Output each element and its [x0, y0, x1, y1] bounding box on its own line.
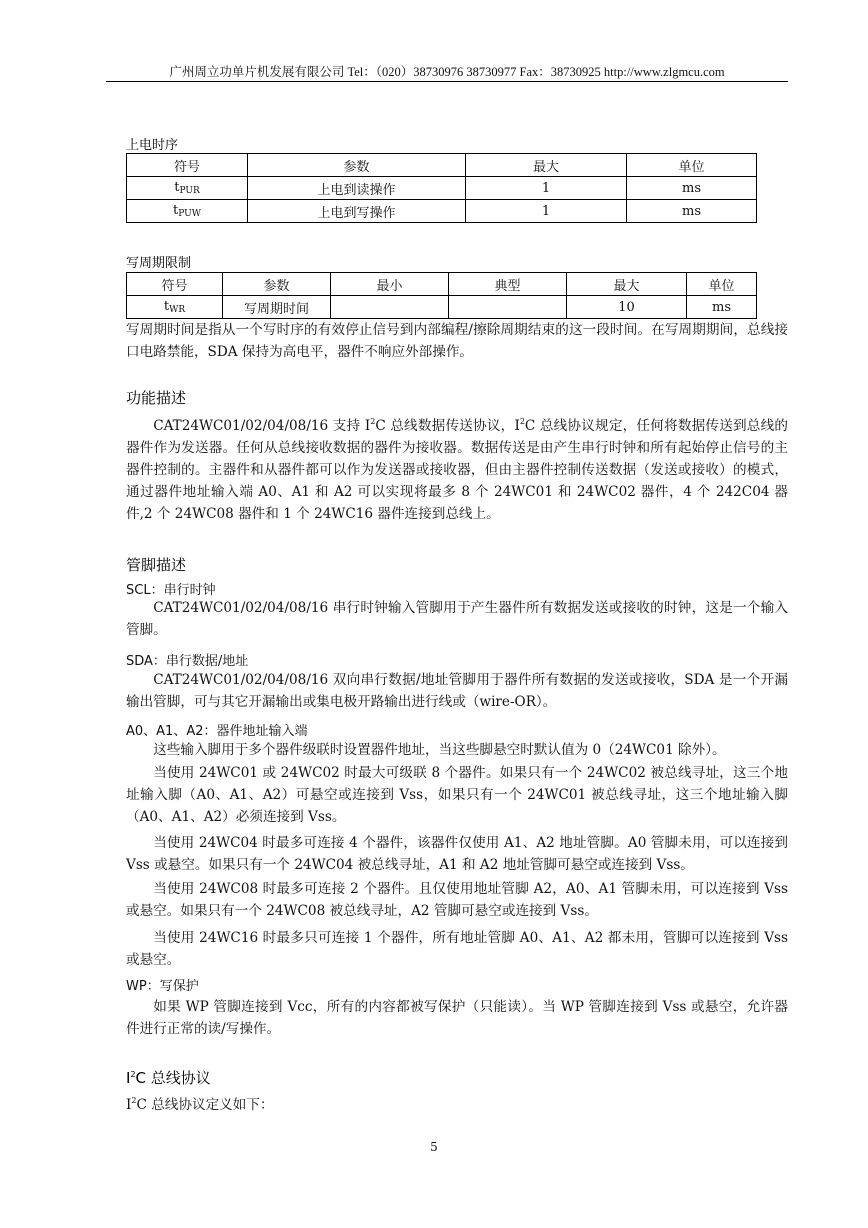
superscript: 2 [131, 1096, 137, 1105]
header-cell: 单位 [627, 154, 757, 177]
header-cell: 最小 [331, 273, 449, 296]
sda-text: CAT24WC01/02/04/08/16 双向串行数据/地址管脚用于器件所有数据的发送或接收，SDA 是一个开漏输出管脚，可与其它开漏输出或集电极开路输出进行线或（wire-OR）。 [126, 672, 788, 710]
unit-cell: ms [627, 200, 757, 223]
header-cell: 典型 [449, 273, 567, 296]
param-cell: 写周期时间 [223, 296, 331, 319]
power-up-title: 上电时序 [126, 138, 179, 153]
table-row [127, 177, 757, 200]
symbol-base: t [173, 203, 179, 218]
max-cell: 10 [567, 296, 687, 319]
i2c-title-pre: I [126, 1069, 131, 1087]
func-paragraph [126, 411, 788, 525]
i2c-text-post: C 总线协议定义如下： [136, 1097, 274, 1113]
symbol-cell [127, 200, 248, 223]
func-text-a: CAT24WC01/02/04/08/16 支持 I [153, 418, 371, 434]
superscript: 2 [519, 417, 525, 426]
write-cycle-table [126, 272, 757, 319]
superscript: 2 [370, 417, 376, 426]
page-number: 5 [430, 1140, 438, 1154]
symbol-cell [127, 296, 223, 319]
superscript: 2 [130, 1070, 136, 1079]
i2c-paragraph [126, 1090, 788, 1116]
addr-paragraph-1: 这些输入脚用于多个器件级联时设置器件地址，当这些脚悬空时默认值为 0（24WC01 除外）。 [153, 742, 726, 758]
wp-text: 如果 WP 管脚连接到 Vcc，所有的内容都被写保护（只能读）。当 WP 管脚连接到 Vss 或悬空，允许器件进行正常的读/写操作。 [126, 999, 788, 1037]
header-cell: 符号 [127, 154, 248, 177]
symbol-sub: PUR [179, 186, 200, 196]
addr-label: A0、A1、A2：器件地址输入端 [126, 724, 308, 739]
param-cell: 上电到写操作 [248, 200, 466, 223]
func-text-b: C 总线数据传送协议，I [375, 418, 520, 434]
i2c-title [126, 1067, 211, 1088]
wp-label: WP：写保护 [126, 979, 199, 994]
page-header: 广州周立功单片机发展有限公司 Tel：（020）38730976 38730977 Fax：38730925 http://www.zlgmcu.com [169, 65, 725, 79]
i2c-title-post: C 总线协议 [135, 1069, 211, 1087]
sda-label: SDA：串行数据/地址 [126, 654, 249, 669]
addr-paragraph-2: 当使用 24WC01 或 24WC02 时最大可级联 8 个器件。如果只有一个 24WC02 被总线寻址，这三个地址输入脚（A0、A1、A2）可悬空或连接到 Vss，如果只有一个 24WC01 被总线寻址，这三个地址输入脚（A0、A1、A2）必须连接到 Vss。 [126, 765, 788, 825]
write-cycle-title: 写周期限制 [126, 256, 192, 271]
i2c-text-pre: I [126, 1097, 132, 1113]
header-rule [106, 81, 788, 82]
addr-paragraph-4: 当使用 24WC08 时最多可连接 2 个器件。且仅使用地址管脚 A2，A0、A1 管脚未用，可以连接到 Vss 或悬空。如果只有一个 24WC08 被总线寻址，A2 管脚可悬空或连接到 Vss。 [126, 881, 788, 919]
write-cycle-note: 写周期时间是指从一个写时序的有效停止信号到内部编程/擦除周期结束的这一段时间。在写周期期间，总线接口电路禁能，SDA 保持为高电平，器件不响应外部操作。 [126, 322, 788, 360]
header-cell: 参数 [248, 154, 466, 177]
param-cell: 上电到读操作 [248, 177, 466, 200]
pins-title: 管脚描述 [126, 556, 187, 574]
symbol-cell [127, 177, 248, 200]
min-cell [331, 296, 449, 319]
symbol-sub: PUW [178, 209, 201, 219]
header-cell: 最大 [567, 273, 687, 296]
unit-cell: ms [627, 177, 757, 200]
func-text-c: C 总线协议规定，任何将数据传送到总线的器件作为发送器。任何从总线接收数据的器件为接收器。数据传送是由产生串行时钟和所有起始停止信号的主器件控制的。主器件和从器件都可以作为发送器或接收器，但由主器件控制传送数据（发送或接收）的模式，通过器件地址输入端 A0、A1 和 A2 可以实现将最多 8 个 24WC01 和 24WC02 器件，4 个 242C04 器件,2 个 24WC08 器件和 1 个 24WC16 器件连接到总线上。 [126, 418, 788, 522]
header-cell: 最大 [466, 154, 627, 177]
addr-paragraph-5: 当使用 24WC16 时最多只可连接 1 个器件，所有地址管脚 A0、A1、A2 都未用，管脚可以连接到 Vss 或悬空。 [126, 930, 788, 968]
header-cell: 单位 [687, 273, 757, 296]
table-row [127, 200, 757, 223]
table-row [127, 296, 757, 319]
symbol-sub: WR [169, 305, 186, 315]
typ-cell [449, 296, 567, 319]
table-header-row [127, 154, 757, 177]
symbol-base: t [174, 180, 180, 195]
max-cell: 1 [466, 177, 627, 200]
table-header-row [127, 273, 757, 296]
addr-paragraph-3: 当使用 24WC04 时最多可连接 4 个器件，该器件仅使用 A1、A2 地址管脚。A0 管脚未用，可以连接到 Vss 或悬空。如果只有一个 24WC04 被总线寻址，A1 和 A2 地址管脚可悬空或连接到 Vss。 [126, 835, 788, 873]
header-cell: 符号 [127, 273, 223, 296]
scl-text: CAT24WC01/02/04/08/16 串行时钟输入管脚用于产生器件所有数据发送或接收的时钟，这是一个输入管脚。 [126, 600, 788, 638]
unit-cell: ms [687, 296, 757, 319]
power-up-table [126, 153, 757, 223]
max-cell: 1 [466, 200, 627, 223]
scl-label: SCL：串行时钟 [126, 583, 216, 598]
symbol-base: t [163, 299, 170, 314]
func-title: 功能描述 [126, 389, 187, 407]
header-cell: 参数 [223, 273, 331, 296]
